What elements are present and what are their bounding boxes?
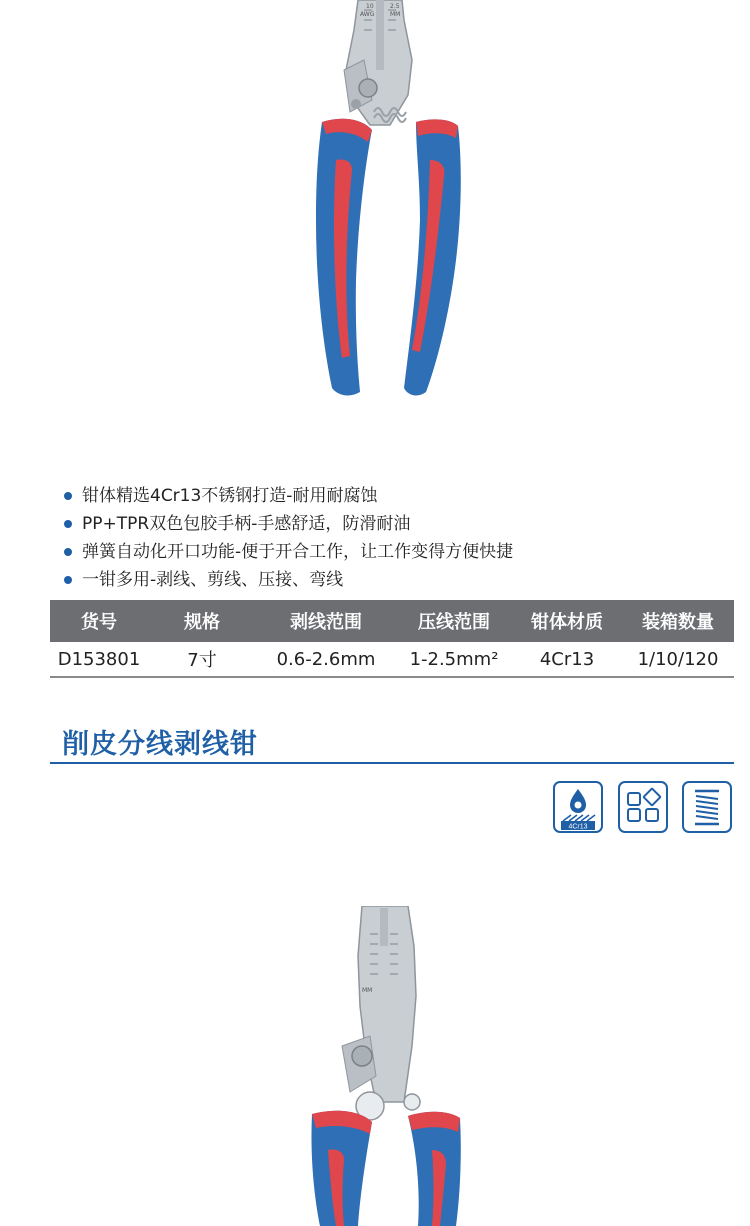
cell-material: 4Cr13 [539, 648, 595, 670]
header-material: 钳体材质 [531, 612, 603, 633]
header-item-number: 货号 [81, 612, 117, 633]
spring-icon [682, 781, 732, 833]
bullet-icon [64, 492, 72, 500]
spec-table [50, 600, 734, 678]
wire-stripper-image-top [280, 0, 490, 400]
feature-item: 弹簧自动化开口功能-便于开合工作，让工作变得方便快捷 [64, 538, 704, 566]
cell-spec: 7寸 [187, 650, 217, 671]
feature-item: PP+TPR双色包胶手柄-手感舒适，防滑耐油 [64, 510, 704, 538]
svg-text:AWG: AWG [360, 11, 375, 18]
bullet-icon [64, 548, 72, 556]
anti-corrosion-4cr13-icon [553, 781, 603, 833]
feature-list [64, 482, 704, 594]
svg-text:MM: MM [390, 11, 401, 18]
svg-text:4Cr13: 4Cr13 [568, 823, 588, 831]
wire-stripper-image-bottom [300, 906, 480, 1226]
section-title: 削皮分线剥线钳 [62, 729, 258, 760]
feature-item: 一钳多用-剥线、剪线、压接、弯线 [64, 566, 704, 594]
svg-text:MM: MM [362, 987, 373, 994]
feature-item: 钳体精选4Cr13不锈钢打造-耐用耐腐蚀 [64, 482, 704, 510]
header-strip-range: 剥线范围 [290, 612, 362, 633]
spec-table-header [50, 600, 734, 642]
header-pack-quantity: 装箱数量 [642, 612, 714, 633]
table-row [50, 642, 734, 678]
header-crimp-range: 压线范围 [418, 612, 490, 633]
section-divider [50, 762, 734, 764]
svg-text:10: 10 [366, 3, 374, 10]
cell-item-number: D153801 [57, 648, 141, 670]
bullet-icon [64, 576, 72, 584]
cell-crimp-range: 1-2.5mm² [409, 648, 499, 670]
cell-strip-range: 0.6-2.6mm [276, 648, 376, 670]
svg-text:2.5: 2.5 [390, 3, 400, 10]
bullet-icon [64, 520, 72, 528]
cell-pack-quantity: 1/10/120 [637, 648, 719, 670]
multi-function-icon [618, 781, 668, 833]
header-spec: 规格 [184, 612, 220, 633]
